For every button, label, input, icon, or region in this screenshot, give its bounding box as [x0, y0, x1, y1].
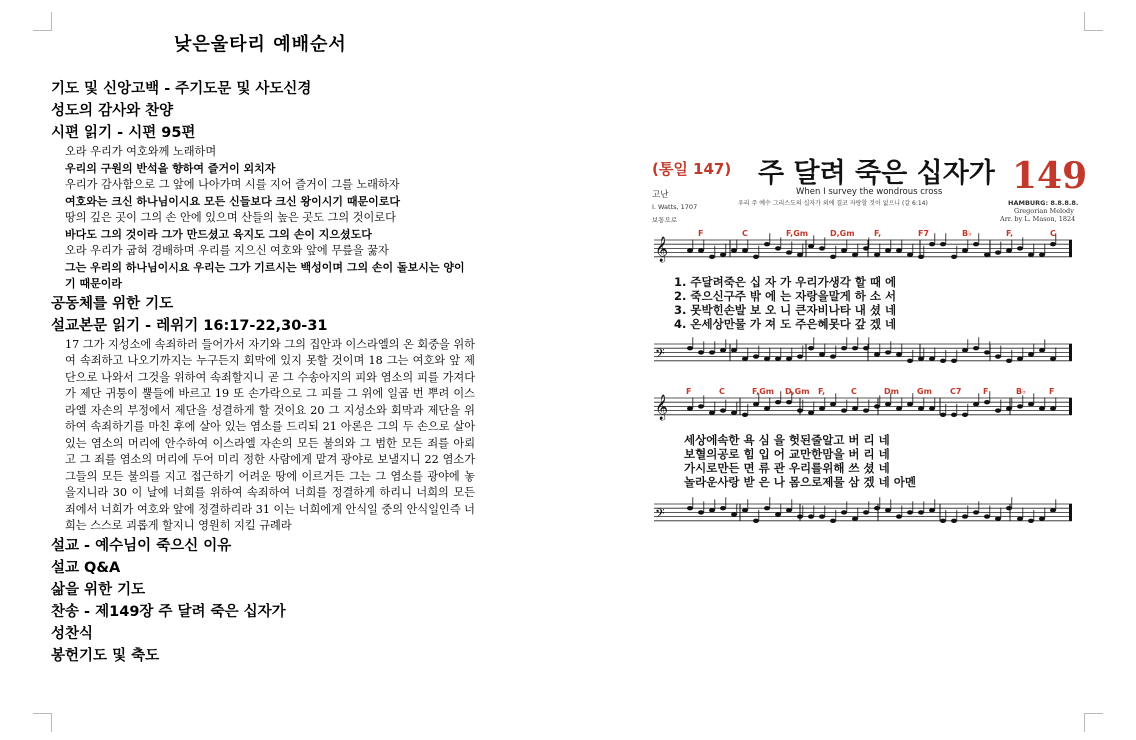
note-head-icon — [940, 359, 946, 363]
note-head-icon — [753, 402, 759, 406]
crop-mark-bottom-right — [1084, 713, 1103, 732]
note-head-icon — [1006, 406, 1012, 410]
heading-life-prayer: 삶을 위한 기도 — [51, 581, 146, 598]
note-head-icon — [753, 354, 759, 358]
psalm-reading — [51, 144, 475, 293]
treble-staff-bottom — [654, 391, 1072, 420]
crop-mark-top-left — [33, 12, 52, 31]
heading-thanks: 성도의 감사와 찬양 — [51, 103, 174, 119]
psalm-line: 오라 우리가 굽혀 경배하며 우리를 지으신 여호와 앞에 무릎을 꿇자 — [65, 244, 389, 257]
note-head-icon — [775, 400, 781, 404]
note-head-icon — [808, 411, 814, 415]
note-head-icon — [1050, 357, 1056, 361]
note-head-icon — [841, 408, 847, 412]
note-head-icon — [852, 253, 858, 257]
note-head-icon — [731, 411, 737, 415]
chord-symbol: B♭ — [962, 229, 972, 238]
chord-symbol: F, — [1006, 229, 1014, 238]
chord-symbol: F,Gm — [752, 387, 775, 396]
note-head-icon — [687, 346, 693, 350]
note-head-icon — [907, 359, 913, 363]
note-head-icon — [709, 350, 715, 354]
note-head-icon — [907, 253, 913, 257]
note-head-icon — [918, 357, 924, 361]
note-head-icon — [819, 352, 825, 356]
note-head-icon — [929, 357, 935, 361]
chord-symbol: F, — [874, 229, 882, 238]
note-head-icon — [973, 242, 979, 246]
note-head-icon — [786, 357, 792, 361]
note-head-icon — [742, 413, 748, 417]
note-head-icon — [929, 406, 935, 410]
heading-hymn: 찬송 - 제149장 주 달려 죽은 십자가 — [51, 603, 286, 620]
note-head-icon — [698, 510, 704, 514]
note-head-icon — [742, 248, 748, 252]
treble-clef-icon: 𝄞 — [655, 236, 669, 262]
scripture-passage: 17 그가 지성소에 속죄하러 들어가서 자기와 그의 집안과 이스라엘의 온 회중을 위하여 속죄하고 나오기까지는 누구든지 회막에 있지 못할 것이며 18 그는 여호와 앞 제단으로 나와서 그것을 위하여 속죄할지니 곧 그 수송아지의 피와 염소의 피를 가져다가 제단 귀퉁이 뿔들에 바르고 19 또 손가락으로 그 피를 그 위에 일곱 번 뿌려 이스라엘 자손의 부정에서 제단을 성결하게 할 것이요 20 그 지성소와 회막과 제단을 위하여 속죄하기를 마친 후에 살아 있는 염소를 드리되 21 아론은 그의 두 손으로 살아 있는 염소의 머리에 안수하여 이스라엘 자손의 모든 불의와 그 범한 모든 죄를 아뢰고 그 죄를 염소의 머리에 두어 미리 정한 사람에게 맡겨 광야로 보낼지니 22 염소가 그들의 모든 불의를 지고 접근하기 어려운 땅에 이르거든 그는 그 염소를 광야에 놓을지니라 30 이 날에 너희를 위하여 속죄하여 너희를 정결하게 하리니 너희의 모든 죄에서 너희가 여호와 앞에 정결하리라 31 이는 너희에게 안식일 중의 안식일인즉 너희는 스스로 괴롭게 할지니 영원히 지킬 규례라 — [65, 337, 475, 532]
note-head-icon — [819, 246, 825, 250]
final-bar-line — [1069, 240, 1072, 257]
note-head-icon — [709, 255, 715, 259]
psalm-line: 그는 우리의 하나님이시요 우리는 그가 기르시는 백성이며 그의 손이 돌보시는 양이기 때문이라 — [65, 260, 465, 290]
bass-clef-icon: 𝄢 — [655, 505, 665, 524]
note-head-icon — [698, 404, 704, 408]
note-head-icon — [863, 408, 869, 412]
note-head-icon — [1017, 357, 1023, 361]
lyric-line: 놀라운사랑 받 은 나 몸으로제물 삼 겠 네 아멘 — [684, 475, 916, 489]
note-head-icon — [863, 346, 869, 350]
lyric-line: 1. 주달려죽은 십 자 가 우리가생각 할 때 에 — [674, 275, 897, 289]
note-head-icon — [698, 248, 704, 252]
note-head-icon — [1039, 406, 1045, 410]
note-head-icon — [775, 512, 781, 516]
crop-mark-top-right — [1084, 12, 1103, 31]
note-head-icon — [764, 506, 770, 510]
chord-symbol: F — [686, 387, 692, 396]
lyric-line: 3. 못박힌손발 보 오 니 큰자비나타 내 셨 네 — [674, 303, 897, 317]
note-head-icon — [1017, 517, 1023, 521]
note-head-icon — [709, 411, 715, 415]
note-head-icon — [852, 517, 858, 521]
note-head-icon — [896, 514, 902, 518]
note-head-icon — [764, 406, 770, 410]
chord-symbols-bottom — [686, 387, 1054, 396]
final-bar-line — [1069, 344, 1072, 361]
note-head-icon — [984, 400, 990, 404]
note-head-icon — [687, 406, 693, 410]
note-head-icon — [852, 346, 858, 350]
note-head-icon — [896, 406, 902, 410]
note-head-icon — [753, 519, 759, 523]
note-head-icon — [995, 408, 1001, 412]
note-head-icon — [995, 354, 1001, 358]
note-head-icon — [1039, 253, 1045, 257]
chord-symbol: C — [742, 229, 748, 238]
note-head-icon — [742, 508, 748, 512]
chord-symbol: D,Gm — [785, 387, 810, 396]
note-head-icon — [951, 255, 957, 259]
note-head-icon — [896, 248, 902, 252]
note-head-icon — [775, 357, 781, 361]
note-head-icon — [1028, 352, 1034, 356]
note-head-icon — [973, 510, 979, 514]
note-head-icon — [918, 406, 924, 410]
chord-symbol: C — [719, 387, 725, 396]
note-head-icon — [775, 246, 781, 250]
note-head-icon — [874, 404, 880, 408]
note-head-icon — [731, 512, 737, 516]
note-head-icon — [1039, 517, 1045, 521]
note-head-icon — [962, 248, 968, 252]
note-head-icon — [1017, 404, 1023, 408]
note-head-icon — [973, 346, 979, 350]
lyric-line: 세상에속한 욕 심 을 헛된줄알고 버 리 네 — [684, 433, 890, 447]
note-head-icon — [720, 506, 726, 510]
note-head-icon — [830, 402, 836, 406]
note-head-icon — [808, 244, 814, 248]
chord-symbol: F — [983, 387, 989, 396]
chord-symbol: F, — [818, 387, 826, 396]
note-head-icon — [1050, 508, 1056, 512]
page-title: 낮은울타리 예배순서 — [174, 34, 347, 55]
note-head-icon — [973, 402, 979, 406]
chord-symbol: Gm — [917, 387, 932, 396]
note-head-icon — [907, 402, 913, 406]
hymn-tempo: 보통으로 — [652, 216, 678, 224]
note-head-icon — [698, 350, 704, 354]
note-head-icon — [1028, 402, 1034, 406]
note-head-icon — [874, 352, 880, 356]
note-head-icon — [907, 510, 913, 514]
note-head-icon — [1017, 246, 1023, 250]
psalm-line: 우리의 구원의 반석을 향하여 즐거이 외치자 — [65, 161, 276, 175]
note-head-icon — [1028, 253, 1034, 257]
note-head-icon — [940, 242, 946, 246]
note-head-icon — [764, 242, 770, 246]
note-head-icon — [786, 250, 792, 254]
note-head-icon — [940, 519, 946, 523]
note-head-icon — [863, 246, 869, 250]
chord-symbol: D,Gm — [830, 229, 855, 238]
hymn-unified-number: (통일 147) — [652, 160, 732, 178]
hymn-number: 149 — [1012, 155, 1088, 197]
psalm-line: 여호와는 크신 하나님이시요 모든 신들보다 크신 왕이시기 때문이로다 — [65, 194, 400, 208]
lyrics-top — [674, 275, 896, 331]
note-head-icon — [929, 242, 935, 246]
note-head-icon — [830, 255, 836, 259]
note-head-icon — [786, 508, 792, 512]
lyric-line: 4. 온세상만물 가 져 도 주은혜못다 갚 겠 네 — [674, 317, 897, 331]
heading-qa: 설교 Q&A — [51, 559, 121, 576]
note-head-icon — [951, 413, 957, 417]
lyric-line: 보혈의공로 힘 입 어 교만한맘을 버 리 네 — [684, 447, 890, 461]
note-head-icon — [984, 253, 990, 257]
note-head-icon — [863, 510, 869, 514]
note-head-icon — [1006, 248, 1012, 252]
final-bar-line — [1069, 398, 1072, 415]
note-head-icon — [687, 248, 693, 252]
note-head-icon — [709, 508, 715, 512]
note-head-icon — [764, 357, 770, 361]
hymn-melody: Gregorian Melody — [1014, 207, 1074, 215]
note-head-icon — [962, 413, 968, 417]
hymn-category: 고난 — [652, 190, 669, 200]
heading-psalm: 시편 읽기 - 시편 95편 — [51, 125, 196, 141]
chord-symbol: B♭ — [1016, 387, 1026, 396]
bass-staff-top — [654, 337, 1072, 364]
note-head-icon — [885, 350, 891, 354]
note-head-icon — [918, 510, 924, 514]
chord-symbol: C7 — [950, 387, 962, 396]
note-head-icon — [1028, 519, 1034, 523]
hymn-arranger: Arr. by L. Mason, 1824 — [1000, 215, 1076, 223]
note-head-icon — [742, 357, 748, 361]
note-head-icon — [1039, 348, 1045, 352]
note-head-icon — [1050, 242, 1056, 246]
note-head-icon — [819, 514, 825, 518]
treble-clef-icon: 𝄞 — [655, 394, 669, 420]
psalm-line: 바다도 그의 것이라 그가 만드셨고 육지도 그의 손이 지으셨도다 — [65, 227, 372, 241]
psalm-line: 오라 우리가 여호와께 노래하며 — [65, 145, 217, 158]
hymn-author: I. Watts, 1707 — [652, 203, 698, 211]
note-head-icon — [896, 352, 902, 356]
note-head-icon — [797, 408, 803, 412]
note-head-icon — [984, 514, 990, 518]
hymn-tune-name: HAMBURG: 8.8.8.8. — [1008, 199, 1079, 207]
note-head-icon — [786, 400, 792, 404]
note-head-icon — [797, 354, 803, 358]
hymn-title: 주 달려 죽은 십자가 — [758, 158, 995, 189]
note-head-icon — [731, 348, 737, 352]
note-head-icon — [885, 248, 891, 252]
note-head-icon — [731, 248, 737, 252]
heading-community-prayer: 공동체를 위한 기도 — [51, 295, 174, 312]
note-head-icon — [874, 253, 880, 257]
note-head-icon — [720, 408, 726, 412]
note-head-icon — [841, 248, 847, 252]
note-head-icon — [951, 359, 957, 363]
note-head-icon — [962, 348, 968, 352]
note-head-icon — [874, 506, 880, 510]
psalm-line: 땅의 깊은 곳이 그의 손 안에 있으며 산들의 높은 곳도 그의 것이로다 — [65, 211, 396, 224]
note-head-icon — [753, 255, 759, 259]
heading-confession: 기도 및 신앙고백 - 주기도문 및 사도신경 — [51, 81, 312, 97]
note-head-icon — [720, 253, 726, 257]
note-head-icon — [819, 406, 825, 410]
psalm-line: 우리가 감사함으로 그 앞에 나아가며 시를 지어 즐거이 그를 노래하자 — [65, 178, 400, 191]
lyric-line: 2. 죽으신구주 밖 에 는 자랑을말게 하 소 서 — [674, 289, 897, 303]
heading-sermon: 설교 - 예수님이 죽으신 이유 — [51, 537, 232, 554]
chord-symbol: C — [1050, 229, 1056, 238]
heading-sermon-text: 설교본문 읽기 - 레위기 16:17-22,30-31 — [51, 317, 328, 334]
chord-symbol: F,Gm — [786, 229, 809, 238]
note-head-icon — [940, 413, 946, 417]
note-head-icon — [962, 514, 968, 518]
note-head-icon — [995, 250, 1001, 254]
heading-communion: 성찬식 — [51, 625, 94, 642]
note-head-icon — [720, 348, 726, 352]
note-head-icon — [852, 406, 858, 410]
final-bar-line — [1069, 504, 1072, 521]
note-head-icon — [830, 519, 836, 523]
note-head-icon — [1006, 359, 1012, 363]
note-head-icon — [797, 514, 803, 518]
hymn-sheet-music — [650, 150, 1088, 534]
note-head-icon — [797, 253, 803, 257]
note-head-icon — [918, 255, 924, 259]
bass-staff-bottom — [654, 497, 1072, 524]
note-head-icon — [984, 350, 990, 354]
lyrics-bottom — [683, 433, 916, 489]
note-head-icon — [830, 354, 836, 358]
note-head-icon — [951, 519, 957, 523]
note-head-icon — [929, 508, 935, 512]
note-head-icon — [995, 517, 1001, 521]
hymn-verse-reference: 우리 주 예수 그리스도의 십자가 외에 결코 자랑할 것이 없으니 (갈 6:14) — [738, 200, 928, 207]
note-head-icon — [808, 514, 814, 518]
chord-symbol: C — [851, 387, 857, 396]
note-head-icon — [687, 506, 693, 510]
hymn-english-title: When I survey the wondrous cross — [796, 187, 943, 197]
note-head-icon — [885, 508, 891, 512]
note-head-icon — [841, 346, 847, 350]
note-head-icon — [1006, 506, 1012, 510]
note-head-icon — [1050, 406, 1056, 410]
note-head-icon — [808, 346, 814, 350]
chord-symbols-top — [698, 229, 1056, 238]
order-of-worship — [51, 78, 475, 667]
chord-symbol: F — [698, 229, 704, 238]
note-head-icon — [885, 402, 891, 406]
chord-symbol: F — [1049, 387, 1055, 396]
lyric-line: 가시로만든 면 류 관 우리를위해 쓰 셨 네 — [684, 461, 890, 475]
bass-clef-icon: 𝄢 — [655, 345, 665, 364]
chord-symbol: Dm — [884, 387, 899, 396]
note-head-icon — [841, 510, 847, 514]
chord-symbol: F7 — [918, 229, 930, 238]
crop-mark-bottom-left — [33, 713, 52, 732]
heading-offering: 봉헌기도 및 축도 — [51, 647, 160, 664]
